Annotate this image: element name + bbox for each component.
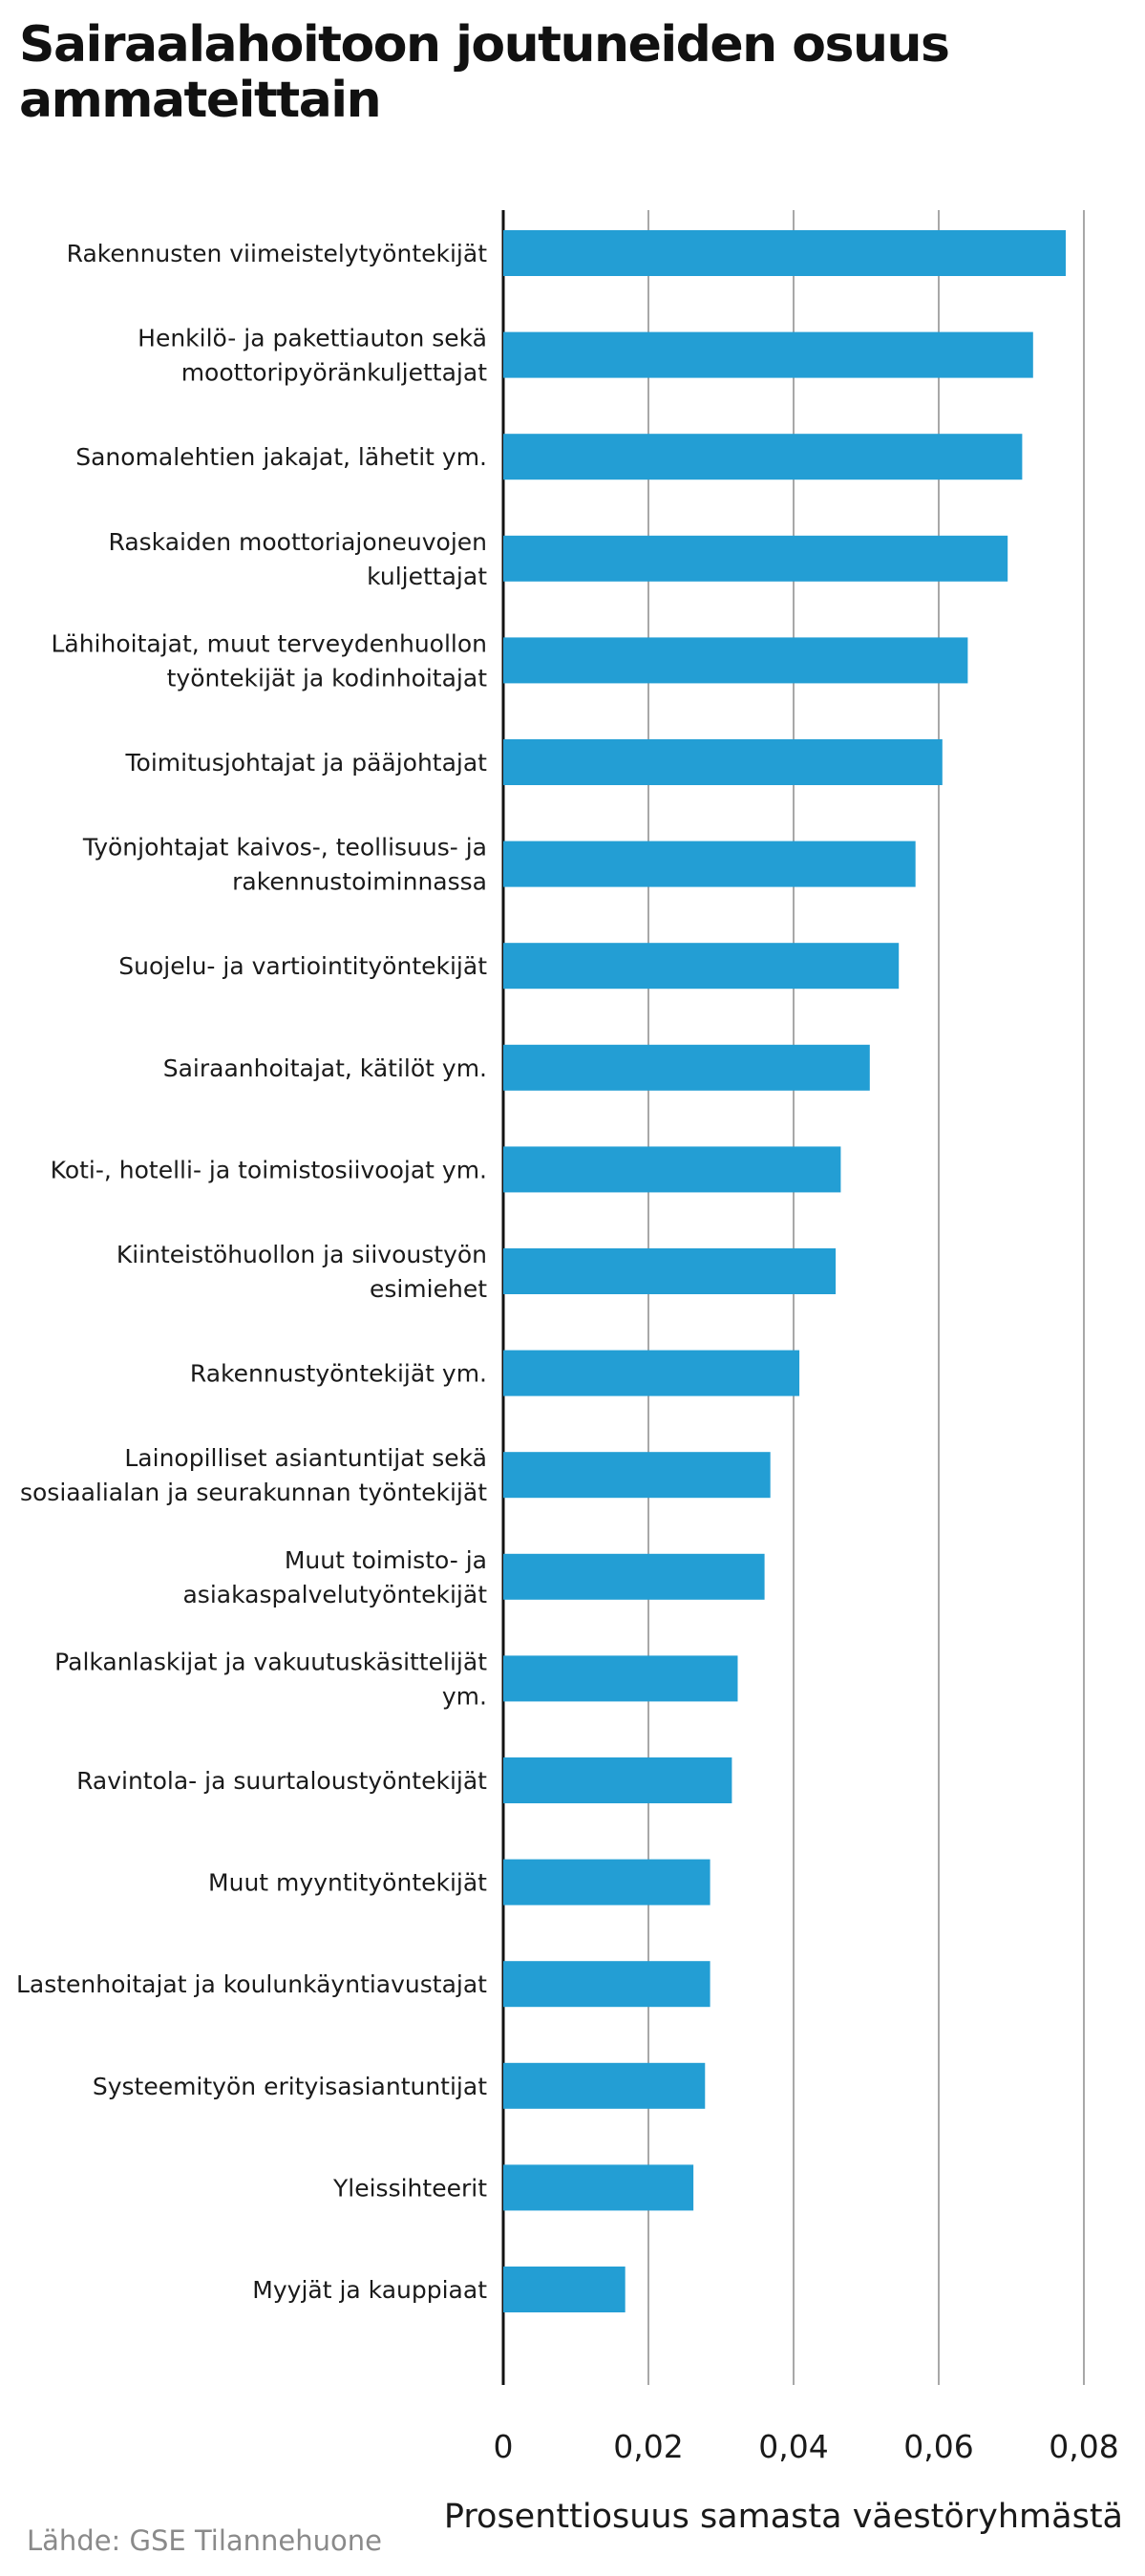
bar (503, 637, 967, 683)
bar (503, 1351, 799, 1396)
bar (503, 1146, 840, 1192)
bar (503, 943, 899, 989)
category-label: Palkanlaskijat ja vakuutuskäsittelijät (54, 1648, 487, 1676)
category-labels (16, 240, 487, 2304)
category-label: Systeemityön erityisasiantuntijat (92, 2072, 487, 2100)
bar (503, 1248, 836, 1294)
x-axis-ticks (494, 2428, 1119, 2465)
x-tick-label: 0,06 (903, 2428, 974, 2465)
category-label: Lainopilliset asiantuntijat sekä (124, 1444, 487, 1473)
category-label: ym. (441, 1682, 487, 1711)
bar (503, 1961, 710, 2007)
category-label: Yleissihteerit (333, 2174, 487, 2203)
category-label: Lastenhoitajat ja koulunkäyntiavustajat (15, 1970, 487, 1999)
category-label: Työnjohtajat kaivos-, teollisuus- ja (82, 833, 487, 862)
x-tick-label: 0,08 (1049, 2428, 1119, 2465)
category-label: Ravintola- ja suurtaloustyöntekijät (76, 1767, 487, 1795)
category-label: työntekijät ja kodinhoitajat (166, 664, 487, 692)
category-label: Kiinteistöhuollon ja siivoustyön (116, 1241, 487, 1268)
category-label: Sanomalehtien jakajat, lähetit ym. (75, 443, 487, 472)
bar (503, 1860, 710, 1905)
category-label: Rakennusten viimeistelytyöntekijät (66, 240, 487, 267)
category-label: Koti-, hotelli- ja toimistosiivoojat ym. (50, 1156, 487, 1184)
bar (503, 1554, 765, 1600)
category-label: Henkilö- ja pakettiauton sekä (138, 324, 487, 352)
category-label: Sairaanhoitajat, kätilöt ym. (162, 1054, 487, 1082)
category-label: kuljettajat (367, 562, 487, 590)
category-label: Myyjät ja kauppiaat (252, 2276, 487, 2304)
bar (503, 536, 1007, 582)
bar (503, 739, 943, 785)
bar (503, 434, 1022, 479)
x-tick-label: 0,04 (758, 2428, 829, 2465)
category-label: Muut toimisto- ja (284, 1545, 487, 1574)
category-label: Muut myyntityöntekijät (208, 1868, 487, 1897)
category-label: asiakaspalvelutyöntekijät (182, 1580, 487, 1608)
category-label: Raskaiden moottoriajoneuvojen (108, 527, 487, 556)
bar (503, 1655, 737, 1701)
category-label: esimiehet (369, 1275, 487, 1303)
category-label: Rakennustyöntekijät ym. (189, 1359, 487, 1388)
bar (503, 332, 1033, 378)
category-label: Suojelu- ja vartiointityöntekijät (118, 952, 487, 981)
category-label: sosiaalialan ja seurakunnan työntekijät (19, 1479, 487, 1507)
category-label: Toimitusjohtajat ja pääjohtajat (125, 749, 487, 777)
category-label: Lähihoitajat, muut terveydenhuollon (51, 629, 487, 658)
bar (503, 841, 916, 887)
bar (503, 1757, 732, 1803)
x-tick-label: 0 (493, 2428, 514, 2465)
x-tick-label: 0,02 (613, 2428, 684, 2465)
chart-title-line-1: Sairaalahoitoon joutuneiden osuus (19, 16, 949, 74)
bar (503, 1452, 771, 1498)
bar (503, 230, 1066, 276)
category-label: moottoripyöränkuljettajat (180, 358, 487, 387)
bar (503, 2267, 626, 2312)
chart-title-line-2: ammateittain (19, 72, 381, 129)
x-axis-title: Prosenttiosuus samasta väestöryhmästä (443, 2498, 1123, 2536)
bars (503, 230, 1066, 2312)
bar (503, 2164, 693, 2210)
source-credit: Lähde: GSE Tilannehuone (27, 2524, 383, 2557)
bar (503, 2063, 705, 2109)
bar (503, 1045, 870, 1091)
category-label: rakennustoiminnassa (232, 867, 487, 896)
